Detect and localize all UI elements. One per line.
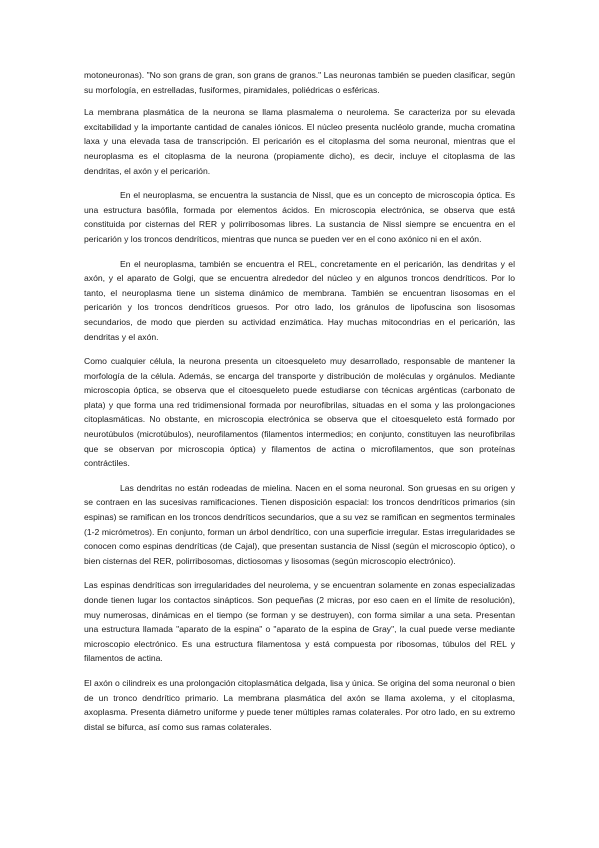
paragraph-7: Las espinas dendríticas son irregularidades del neurolema, y se encuentran solamente en zonas especializadas donde tienen lugar los contactos sinápticos. Son pequeñas (2 micras, por eso caen en el límite de resolución), muy numerosas, dinámicas en el tiempo (se forman y se destruyen), con forma similar a una seta. Presentan una estructura llamada "aparato de la espina" o "aparato de la espina de Gray", la cual puede verse mediante microscopio electrónico. Es una estructura filamentosa y está compuesta por ribosomas, túbulos del REL y filamentos de actina. — [84, 580, 515, 664]
paragraph-1: motoneuronas). "No son grans de gran, son grans de granos." Las neuronas también se pueden clasificar, según su morfología, en estrelladas, fusiformes, piramidales, poliédricas o esféricas. — [84, 70, 515, 95]
paragraph-3: En el neuroplasma, se encuentra la sustancia de Nissl, que es un concepto de microscopia óptica. Es una estructura basófila, formada por elementos ácidos. En microscopia electrónica, se observa que está constituida por cisternas del RER y polirribosomas libres. La sustancia de Nissl siempre se encuentra en el pericarión y los troncos dendríticos, mientras que nunca se pueden ver en el cono axónico ni en el axón. — [84, 190, 515, 244]
paragraph-6: Las dendritas no están rodeadas de mielina. Nacen en el soma neuronal. Son gruesas en su origen y se contraen en las sucesivas ramificaciones. Tienen disposición espacial: los troncos dendríticos primarios (sin espinas) se ramifican en los troncos dendríticos secundarios, que a su vez se ramifican en segmentos terminales (1-2 micrómetros). En conjunto, forman un árbol dendrítico, con una superficie irregular. Estas irregularidades se conocen como espinas dendríticas (de Cajal), que presentan sustancia de Nissl (según el microscopio óptico), o bien cisternas del RER, polirribosomas, dictiosomas y lisosomas (según microscopio electrónico). — [84, 482, 515, 566]
paragraph-5: Como cualquier célula, la neurona presenta un citoesqueleto muy desarrollado, responsable de mantener la morfología de la célula. Además, se encarga del transporte y distribución de moléculas y orgánulos. Mediante microscopia óptica, se observa que el citoesqueleto puede estudiarse con técnicas argénticas (carbonato de plata) y que forma una red tridimensional formada por neurofibrilas, situadas en el soma y las prolongaciones citoplasmáticas. No obstante, en microscopia electrónica se observa que el citoesqueleto está formado por neurotúbulos (microtúbulos), neurofilamentos (filamentos intermedios; en conjunto, constituyen las neurofibrilas que se observan por microscopia óptica) y filamentos de actina o microfilamentos, que son proteínas contráctiles. — [84, 356, 515, 469]
paragraph-2: La membrana plasmática de la neurona se llama plasmalema o neurolema. Se caracteriza por su elevada excitabilidad y la importante cantidad de canales iónicos. El núcleo presenta nucléolo grande, mucha cromatina laxa y una elevada tasa de transcripción. El pericarión es el citoplasma del soma neuronal, mientras que el neuroplasma es el citoplasma de la neurona (propiamente dicho), es decir, incluye el citoplasma de las dendritas, el axón y el pericarión. — [84, 107, 515, 176]
paragraph-8: El axón o cilindreix es una prolongación citoplasmática delgada, lisa y única. Se origina del soma neuronal o bien de un tronco dendrítico primario. La membrana plasmática del axón se llama axolema, y el citoplasma, axoplasma. Presenta diámetro uniforme y puede tener múltiples ramas colaterales. Por otro lado, en su extremo distal se bifurca, así como sus ramas colaterales. — [84, 677, 515, 732]
paragraph-4: En el neuroplasma, también se encuentra el REL, concretamente en el pericarión, las dendritas y el axón, y el aparato de Golgi, que se encuentra alrededor del núcleo y en algunos troncos dendríticos. Por lo tanto, el neuroplasma tiene un sistema dinámico de membrana. También se encuentran lisosomas en el pericarión y los troncos dendríticos gruesos. Por otro lado, los gránulos de lipofuscina son lisosomas secundarios, de modo que pierden su actividad enzimática. Hay muchas mitocondrias en el pericarión, las dendritas y el axón. — [84, 258, 515, 342]
